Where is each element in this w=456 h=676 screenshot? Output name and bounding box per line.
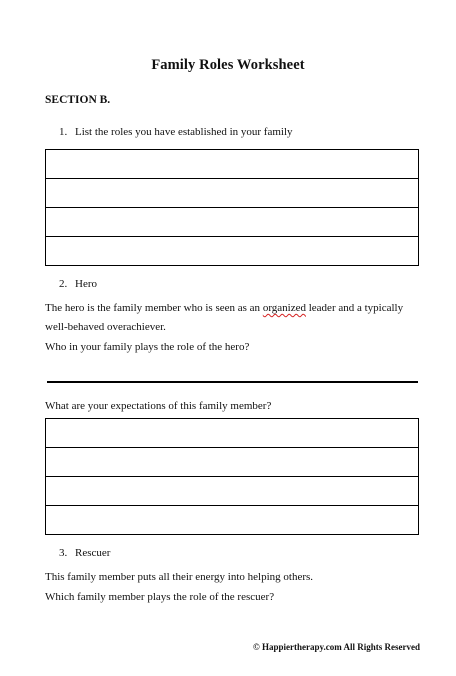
q1-answer-row-2[interactable] <box>46 179 418 208</box>
q2-description-line-2: well-behaved overachiever. <box>45 321 166 333</box>
q2-answer-row-3[interactable] <box>46 477 418 506</box>
copyright-footer: © Happiertherapy.com All Rights Reserved <box>253 642 420 652</box>
q2-desc-part-1: The hero is the family member who is seen as an <box>45 302 263 314</box>
q2-description-line-1 <box>45 301 403 316</box>
q2-desc-misspelled-word: organized <box>262 302 306 314</box>
section-heading: SECTION B. <box>45 94 111 106</box>
q2-answer-row-4[interactable] <box>46 506 418 534</box>
q2-answer-row-2[interactable] <box>46 448 418 477</box>
q2-answer-line[interactable] <box>47 381 418 383</box>
q1-number: 1. <box>59 126 68 138</box>
q3-question: Which family member plays the role of the rescuer? <box>45 591 275 603</box>
q1-answer-row-4[interactable] <box>46 237 418 265</box>
q2-heading: Hero <box>75 278 97 290</box>
q3-description: This family member puts all their energy into helping others. <box>45 571 314 583</box>
page-title: Family Roles Worksheet <box>151 57 305 73</box>
q2-desc-part-2: leader and a typically <box>305 302 404 314</box>
q3-heading: Rescuer <box>75 547 111 559</box>
q3-number: 3. <box>59 547 68 559</box>
q1-answer-row-1[interactable] <box>46 150 418 179</box>
q1-answer-box <box>45 149 419 266</box>
q2-answer-row-1[interactable] <box>46 419 418 448</box>
q2-number: 2. <box>59 278 68 290</box>
q1-prompt: List the roles you have established in your family <box>75 126 293 138</box>
q2-followup-question: What are your expectations of this family member? <box>45 400 272 412</box>
q2-question: Who in your family plays the role of the hero? <box>45 341 250 353</box>
q2-answer-box <box>45 418 419 535</box>
q1-answer-row-3[interactable] <box>46 208 418 237</box>
